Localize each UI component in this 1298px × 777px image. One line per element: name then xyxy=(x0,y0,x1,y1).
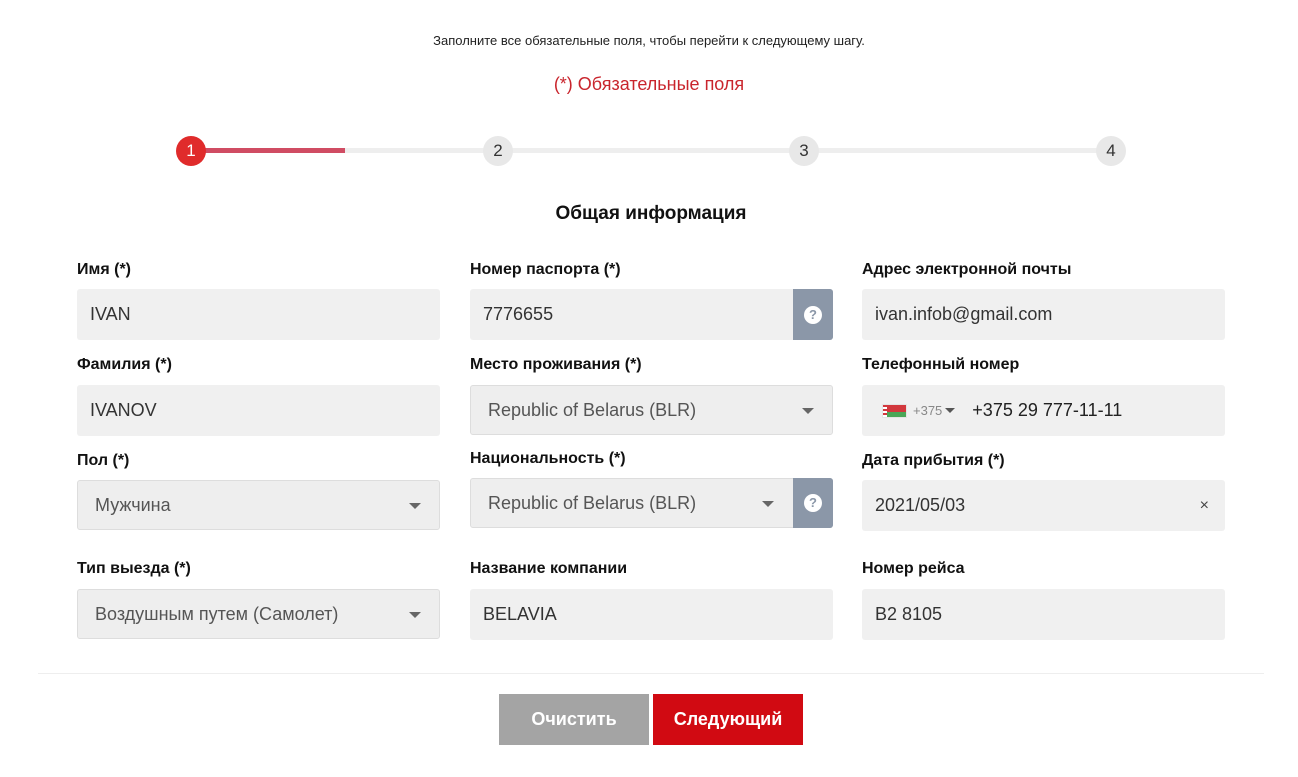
progress-stepper xyxy=(176,136,1126,166)
residence-select[interactable] xyxy=(470,385,833,435)
phone-value: +375 29 777-11-11 xyxy=(972,400,1123,420)
email-label: Адрес электронной почты xyxy=(862,261,1072,278)
first-name-label: Имя (*) xyxy=(77,261,131,278)
passport-label: Номер паспорта (*) xyxy=(470,261,621,278)
phone-label: Телефонный номер xyxy=(862,356,1020,373)
phone-group xyxy=(862,355,1225,420)
arrival-date-input[interactable] xyxy=(862,480,1225,531)
email-value: ivan.infob@gmail.com xyxy=(875,304,1053,324)
last-name-group xyxy=(77,355,440,420)
company-input[interactable] xyxy=(470,589,833,640)
passport-input[interactable] xyxy=(470,289,833,340)
passport-help-button[interactable] xyxy=(793,289,833,340)
gender-label: Пол (*) xyxy=(77,452,130,469)
last-name-input[interactable] xyxy=(77,385,440,436)
first-name-group xyxy=(77,260,440,324)
company-value: BELAVIA xyxy=(483,604,557,624)
residence-label: Место проживания (*) xyxy=(470,356,642,373)
company-group xyxy=(470,559,833,624)
residence-group xyxy=(470,355,833,420)
nationality-help-button[interactable] xyxy=(793,478,833,528)
first-name-value: IVAN xyxy=(90,304,131,324)
chevron-down-icon xyxy=(409,612,421,618)
last-name-label: Фамилия (*) xyxy=(77,356,172,373)
step-3[interactable]: 3 xyxy=(789,136,819,166)
belarus-flag-icon[interactable] xyxy=(882,404,907,418)
question-icon: ? xyxy=(804,494,822,512)
chevron-down-icon xyxy=(802,408,814,414)
phone-input[interactable] xyxy=(862,385,1225,436)
stepper-progress-bar xyxy=(191,148,345,153)
flight-label: Номер рейса xyxy=(862,560,965,577)
first-name-input[interactable] xyxy=(77,289,440,340)
clear-icon[interactable]: × xyxy=(1199,497,1209,514)
arrival-date-group xyxy=(862,451,1225,515)
required-fields-note: (*) Обязательные поля xyxy=(553,74,745,94)
step-4[interactable]: 4 xyxy=(1096,136,1126,166)
dial-code[interactable]: +375 xyxy=(913,403,943,418)
arrival-date-value: 2021/05/03 xyxy=(875,495,966,515)
email-input[interactable] xyxy=(862,289,1225,340)
chevron-down-icon xyxy=(762,501,774,507)
step-1[interactable]: 1 xyxy=(176,136,206,166)
nationality-label: Национальность (*) xyxy=(470,450,626,467)
arrival-date-label: Дата прибытия (*) xyxy=(862,452,1005,469)
passport-group xyxy=(470,260,833,324)
next-button[interactable]: Следующий xyxy=(653,694,803,745)
residence-value: Republic of Belarus (BLR) xyxy=(488,399,697,420)
question-icon: ? xyxy=(804,306,822,324)
chevron-down-icon[interactable] xyxy=(945,408,955,413)
departure-type-value: Воздушным путем (Самолет) xyxy=(95,603,339,624)
form-divider xyxy=(38,673,1264,674)
gender-value: Мужчина xyxy=(95,494,171,515)
clear-button[interactable]: Очистить xyxy=(499,694,649,745)
nationality-select[interactable] xyxy=(470,478,833,528)
form-instruction: Заполните все обязательные поля, чтобы перейти к следующему шагу. xyxy=(433,33,865,48)
chevron-down-icon xyxy=(409,503,421,509)
departure-type-select[interactable] xyxy=(77,589,440,639)
departure-type-group xyxy=(77,559,440,624)
passport-value: 7776655 xyxy=(483,304,554,324)
gender-group xyxy=(77,451,440,515)
gender-select[interactable] xyxy=(77,480,440,530)
flight-input[interactable] xyxy=(862,589,1225,640)
section-title: Общая информация xyxy=(555,203,747,224)
nationality-group xyxy=(470,449,833,513)
flight-value: B2 8105 xyxy=(875,604,943,624)
departure-type-label: Тип выезда (*) xyxy=(77,560,191,577)
last-name-value: IVANOV xyxy=(90,400,157,420)
step-2[interactable]: 2 xyxy=(483,136,513,166)
company-label: Название компании xyxy=(470,560,628,577)
email-group xyxy=(862,260,1225,324)
flight-group xyxy=(862,559,1225,624)
nationality-value: Republic of Belarus (BLR) xyxy=(488,492,697,513)
